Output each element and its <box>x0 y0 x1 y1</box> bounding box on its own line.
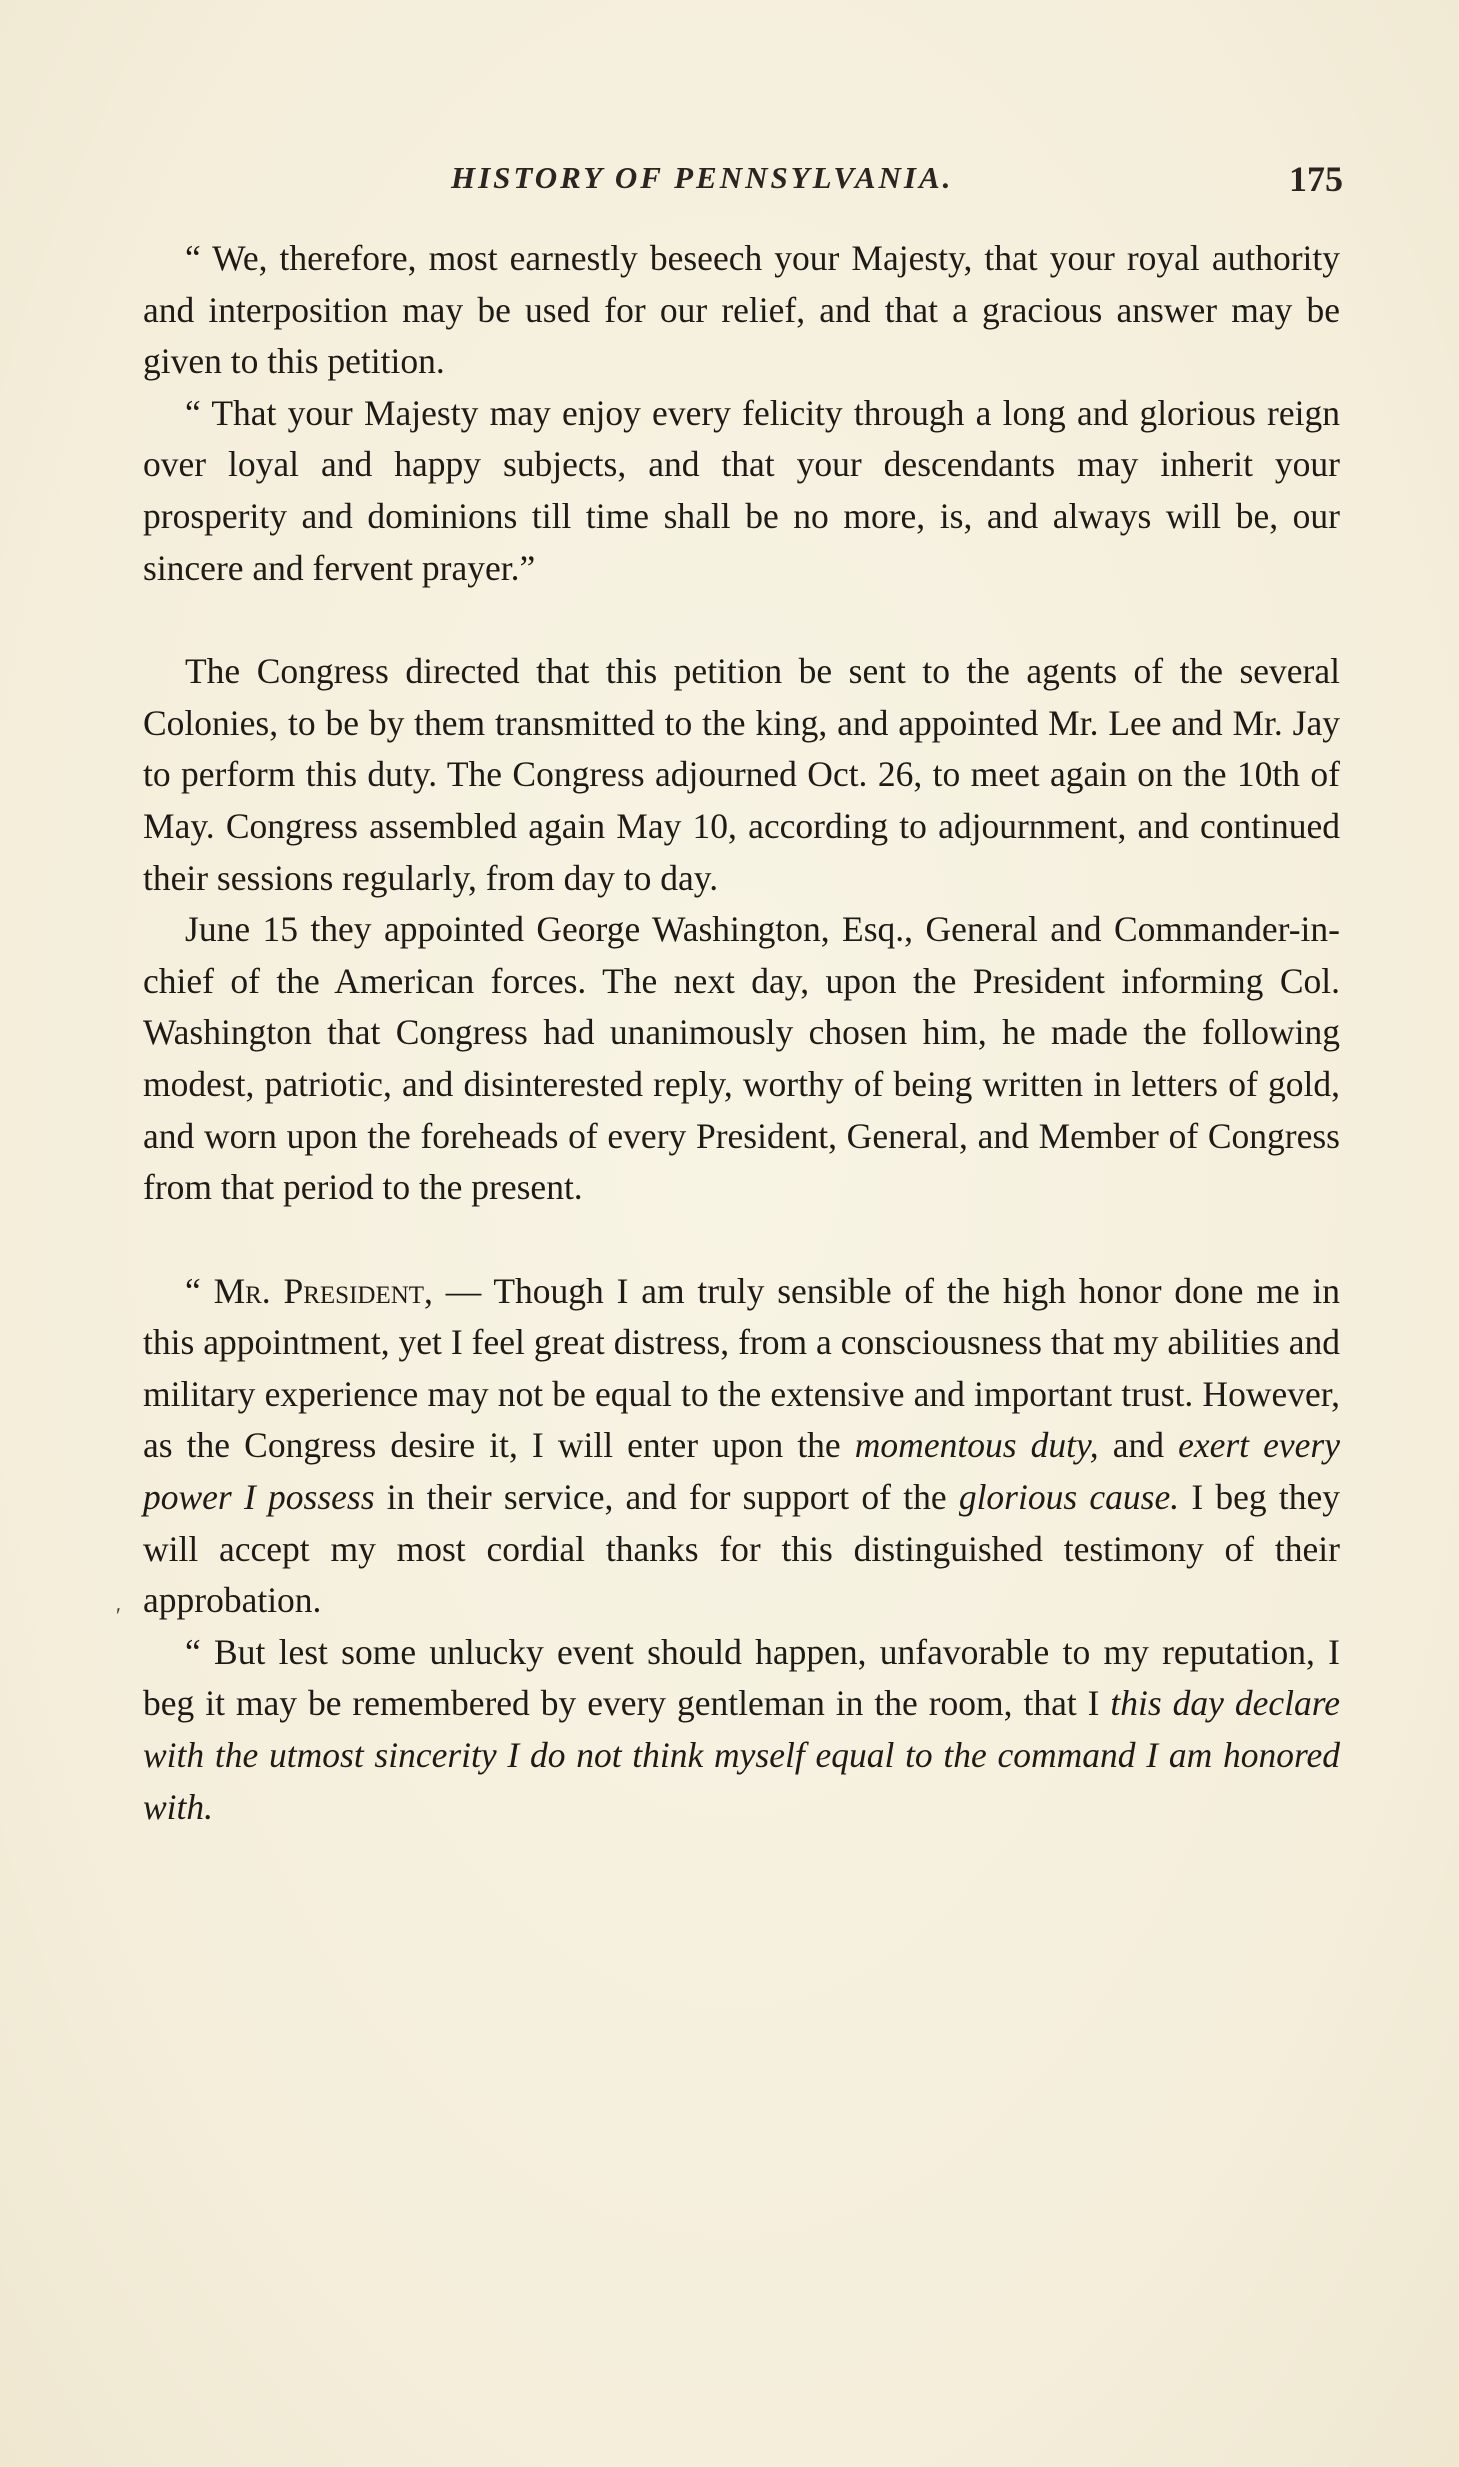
but-lest-text: “ But lest some unlucky event should happen, unfavorable to my reputation, I beg it may be remembered by every gentleman in the room, that I <box>143 1631 1340 1724</box>
reply-text-1: — Though I am truly sensible of the high honor done me in this appointment, yet I feel great distress, from a consciousness that my abilities and military experience may not be equal to the extensive and important trust. However, as the Congress desire it, I will enter upon the <box>143 1270 1340 1466</box>
italic-momentous-duty: momentous duty, <box>854 1425 1099 1466</box>
paragraph-june-15: June 15 they appointed George Washington, Esq., General and Commander-in-chief of the American forces. The next day, upon the President informing Col. Washington that Congress had unanimously chosen him, he made the following modest, patriotic, and disinterested reply, worthy of being written in letters of gold, and worn upon the foreheads of every President, General, and Member of Congress from that period to the present. <box>143 909 1340 1208</box>
section-gap <box>143 594 1340 646</box>
italic-glorious-cause: glorious cause. <box>958 1477 1180 1518</box>
open-quote: “ <box>185 1270 214 1311</box>
paragraph-washington-reply <box>143 1266 1340 1627</box>
page-body <box>143 233 1340 1833</box>
running-title: HISTORY OF PENNSYLVANIA. <box>451 160 954 195</box>
paragraph-but-lest <box>143 1627 1340 1833</box>
reply-text-3: in their service, and for support of the <box>374 1477 959 1518</box>
reply-text-2: and <box>1098 1425 1179 1466</box>
italic-declaration: this day declare with the utmost sincerity I do not think myself equal to the command I am honored with. <box>143 1683 1341 1827</box>
paragraph-prayer: “ That your Majesty may enjoy every felicity through a long and glorious reign over loyal and happy subjects, and that your descendants may inherit your prosperity and dominions till time shall be no more, is, and always will be, our sincere and fervent prayer.” <box>143 392 1340 588</box>
section-gap <box>143 1214 1340 1266</box>
paragraph-congress-directed: The Congress directed that this petition be sent to the agents of the several Colonies, to be by them transmitted to the king, and appointed Mr. Lee and Mr. Jay to perform this duty. The Congress adjourned Oct. 26, to meet again on the 10th of May. Congress assembled again May 10, according to adjournment, and continued their sessions regularly, from day to day. <box>143 651 1340 898</box>
reply-text-4: I beg they will accept my most cordial thanks for this distinguished testimony of their approbation. <box>143 1477 1341 1621</box>
paragraph-petition-end: “ We, therefore, most earnestly beseech your Majesty, that your royal authority and interposition may be used for our relief, and that a gracious answer may be given to this petition. <box>143 238 1340 382</box>
page-header <box>143 160 1343 210</box>
page-number: 175 <box>1289 159 1343 199</box>
margin-speck: ʹ <box>116 1603 121 1628</box>
italic-exert-every-power: exert every power I possess <box>143 1425 1340 1518</box>
salutation: Mr. President, <box>213 1270 433 1311</box>
